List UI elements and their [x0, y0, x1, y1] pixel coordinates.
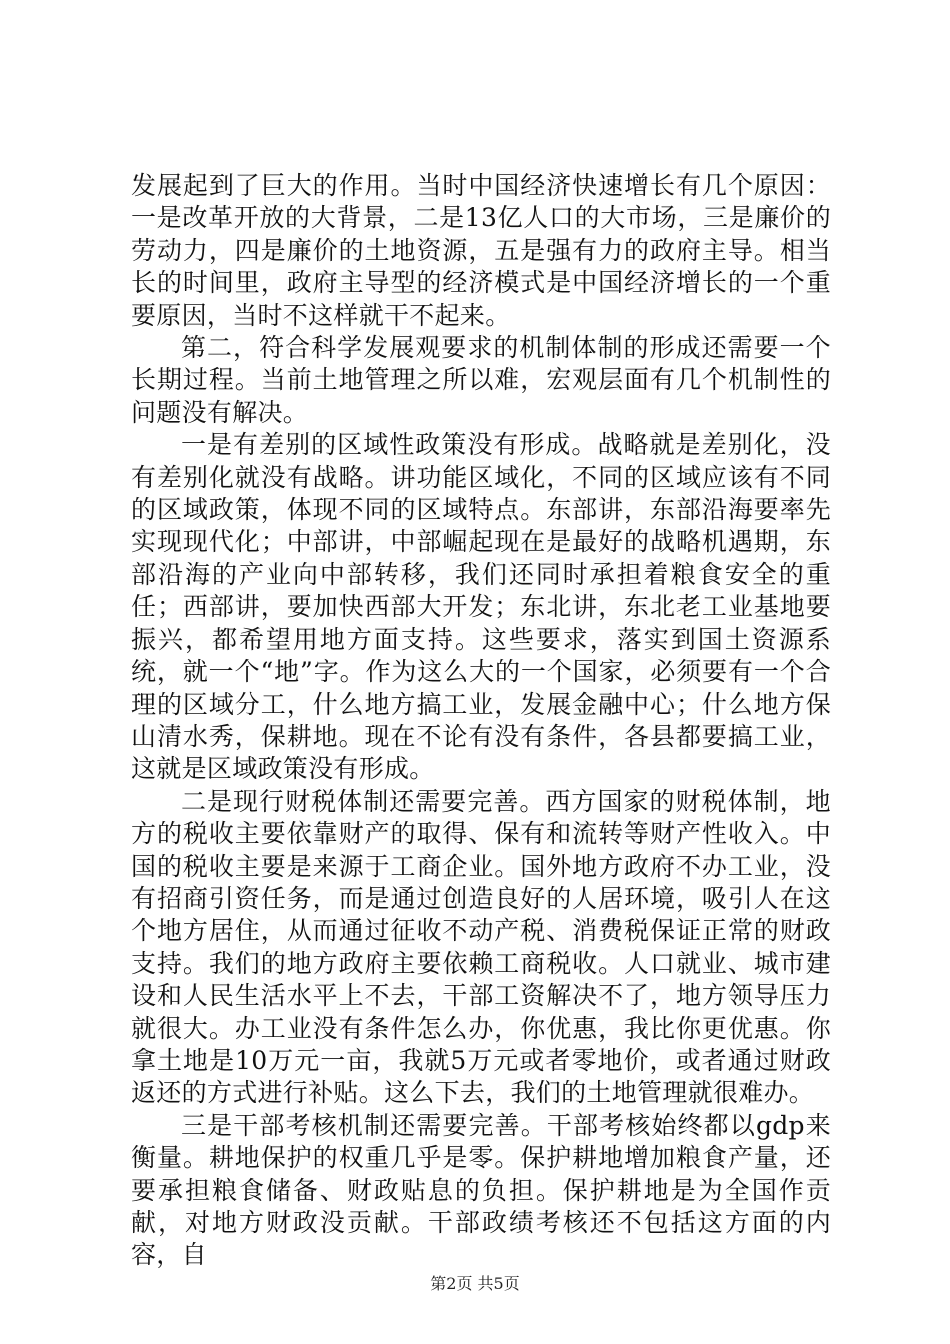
paragraph-1: 发展起到了巨大的作用。当时中国经济快速增长有几个原因：一是改革开放的大背景，二是13亿人口的大市场，三是廉价的劳动力，四是廉价的土地资源，五是强有力的政府主导。相当长的时间里，政府主导型的经济模式是中国经济增长的一个重要原因，当时不这样就干不起来。 — [131, 171, 831, 330]
page-number-label: 第2页 共5页 — [430, 1274, 520, 1293]
paragraph-3: 一是有差别的区域性政策没有形成。战略就是差别化，没有差别化就没有战略。讲功能区域化，不同的区域应该有不同的区域政策，体现不同的区域特点。东部讲，东部沿海要率先实现现代化；中部讲，中部崛起现在是最好的战略机遇期，东部沿海的产业向中部转移，我们还同时承担着粮食安全的重任；西部讲，要加快西部大开发；东北讲，东北老工业基地要振兴，都希望用地方面支持。这些要求，落实到国土资源系统，就一个“地”字。作为这么大的一个国家，必须要有一个合理的区域分工，什么地方搞工业，发展金融中心；什么地方保山清水秀，保耕地。现在不论有没有条件，各县都要搞工业，这就是区域政策没有形成。 — [131, 430, 831, 784]
paragraph-2: 第二，符合科学发展观要求的机制体制的形成还需要一个长期过程。当前土地管理之所以难，宏观层面有几个机制性的问题没有解决。 — [131, 333, 831, 427]
document-body — [131, 170, 831, 1272]
paragraph-4: 二是现行财税体制还需要完善。西方国家的财税体制，地方的税收主要依靠财产的取得、保有和流转等财产性收入。中国的税收主要是来源于工商企业。国外地方政府不办工业，没有招商引资任务，而是通过创造良好的人居环境，吸引人在这个地方居住，从而通过征收不动产税、消费税保证正常的财政支持。我们的地方政府主要依赖工商税收。人口就业、城市建设和人民生活水平上不去，干部工资解决不了，地方领导压力就很大。办工业没有条件怎么办，你优惠，我比你更优惠。你拿土地是10万元一亩，我就5万元或者零地价，或者通过财政返还的方式进行补贴。这么下去，我们的土地管理就很难办。 — [131, 786, 831, 1108]
page-footer — [0, 1274, 950, 1294]
paragraph-5: 三是干部考核机制还需要完善。干部考核始终都以gdp来衡量。耕地保护的权重几乎是零。保护耕地增加粮食产量，还要承担粮食储备、财政贴息的负担。保护耕地是为全国作贡献，对地方财政没贡献。干部政绩考核还不包括这方面的内容，自 — [131, 1110, 831, 1270]
